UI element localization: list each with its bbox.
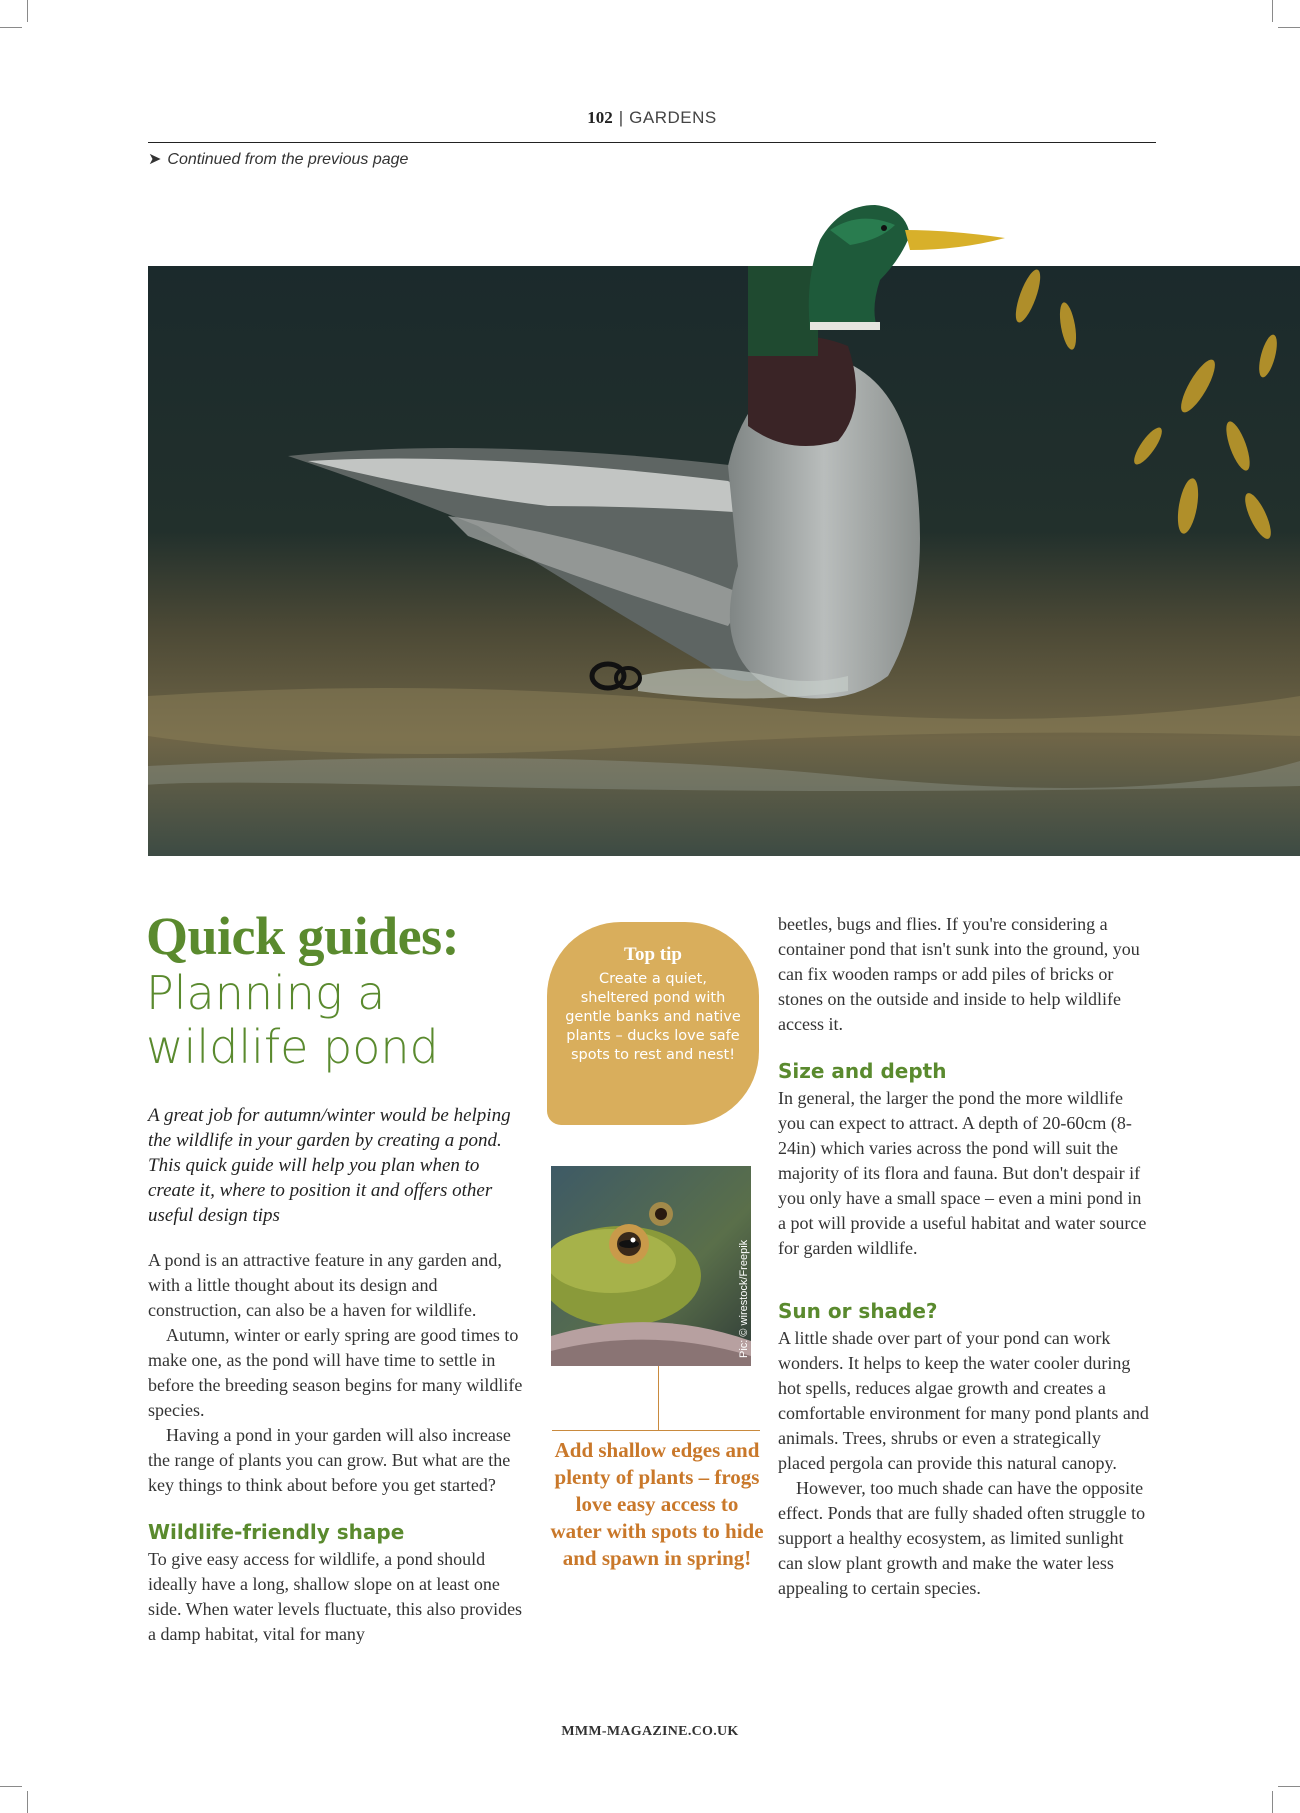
subheading: Wildlife-friendly shape <box>148 1520 405 1544</box>
paragraph: To give easy access for wildlife, a pond should ideally have a long, shallow slope on at least one side. When water levels fluctuate, this also provides a damp habitat, vital for many <box>148 1549 523 1644</box>
crop-mark <box>1272 1791 1273 1813</box>
pull-quote: Add shallow edges and plenty of plants – frogs love easy access to water with spots to hide and spawn in spring! <box>550 1438 764 1570</box>
paragraph: Having a pond in your garden will also increase the range of plants you can grow. But what are the key things to think about before you get started? <box>148 1425 511 1495</box>
subheading: Size and depth <box>778 1059 947 1083</box>
paragraph: A pond is an attractive feature in any garden and, with a little thought about its design and construction, can also be a haven for wildlife. <box>148 1250 502 1320</box>
continued-note <box>148 149 408 169</box>
article-standfirst: A great job for autumn/winter would be helping the wildlife in your garden by creating a pond. This quick guide will help you plan when to create it, where to position it and offers other useful design tips <box>148 1105 511 1226</box>
crop-mark <box>0 1786 22 1787</box>
paragraph: beetles, bugs and flies. If you're considering a container pond that isn't sunk into the ground, you can fix wooden ramps or add piles of bricks or stones on the outside and inside to help wildlife access it. <box>778 914 1140 1034</box>
paragraph: In general, the larger the pond the more wildlife you can expect to attract. A depth of 20-60cm (8-24in) which varies across the pond will suit the majority of its flora and fauna. But don't despair if you only have a small space – even a mini pond in a pot will provide a useful habitat and water source for garden wildlife. <box>778 1088 1147 1258</box>
paragraph: However, too much shade can have the opposite effect. Ponds that are fully shaded often struggle to support a healthy ecosystem, as limited sunlight can slow plant growth and make the water less appealing to certain species. <box>778 1478 1146 1598</box>
crop-mark <box>0 27 22 28</box>
crop-mark <box>27 0 28 22</box>
callout-divider <box>552 1430 760 1431</box>
photo-credit: Pic: © wirestock/Freepik <box>738 1239 750 1358</box>
crop-mark <box>1278 1786 1300 1787</box>
page-number: 102 <box>587 108 613 127</box>
callout-connector <box>658 1366 659 1430</box>
frog-photo <box>551 1166 751 1366</box>
article-title-kicker: Quick guides: <box>146 906 460 966</box>
duck-head <box>800 200 1010 330</box>
subheading: Sun or shade? <box>778 1299 938 1323</box>
duck-photo <box>148 266 1300 856</box>
footer-website: MMM-MAGAZINE.CO.UK <box>561 1724 739 1739</box>
header-separator: | <box>618 108 624 127</box>
paragraph: A little shade over part of your pond can work wonders. It helps to keep the water cooler during hot spells, reduces algae growth and creates a comfortable environment for many pond plants and animals. Trees, shrubs or even a strategically placed pergola can provide this natural canopy. <box>778 1328 1149 1473</box>
column-1 <box>148 1248 523 1647</box>
section-name: GARDENS <box>629 108 717 127</box>
page-header <box>148 108 1156 143</box>
crop-mark <box>27 1791 28 1813</box>
paragraph: Autumn, winter or early spring are good times to make one, as the pond will have time to settle in before the breeding season begins for many wildlife species. <box>148 1325 523 1420</box>
crop-mark <box>1278 27 1300 28</box>
article-title: Planning a wildlife pond <box>146 966 439 1074</box>
crop-mark <box>1272 0 1273 22</box>
top-tip-box <box>547 922 759 1125</box>
top-tip-body: Create a quiet, sheltered pond with gentle banks and native plants – ducks love safe spots to rest and nest! <box>565 971 741 1063</box>
arrow-icon: ➤ <box>148 151 162 168</box>
top-tip-title: Top tip <box>624 944 682 965</box>
column-3 <box>778 912 1152 1601</box>
continued-text: Continued from the previous page <box>167 151 409 168</box>
